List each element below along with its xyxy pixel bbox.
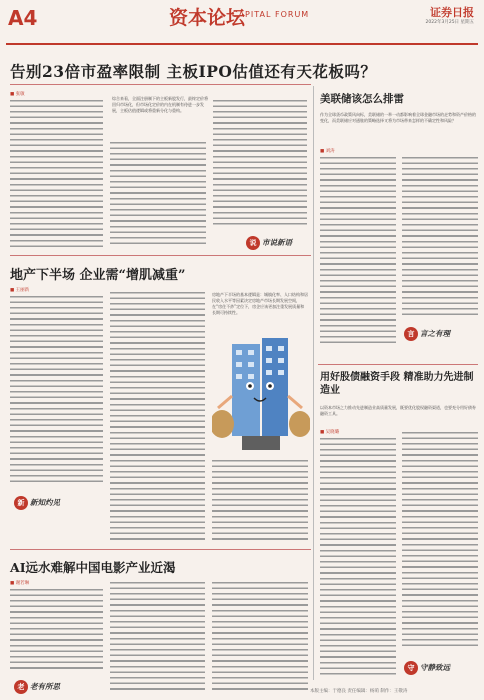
main-pullquote: 综合来看，全面注册制下的主板新股发行，最终定价将回归市场化，但市场化定价的内在机制有待进一步发展，主板估值逻辑或将重新分化与重构。 [112,96,208,113]
column-badge-label: 守静致远 [420,663,450,672]
masthead-rule [6,43,478,45]
building-right [262,338,288,436]
article-text [402,430,478,650]
property-headline: 地产下半场 企业需“增肌减重” [10,268,186,283]
column-divider [313,86,314,680]
article-text [110,580,205,690]
article-text [320,155,396,345]
money-bag-left [212,410,234,438]
column-badge [404,323,450,342]
byline-main: ■ 张敏 [10,92,25,97]
column-badge-label: 市说新语 [262,238,292,247]
page-footer: 本版主编：于德良 责任编辑：杨萌 制作：王敬涛 [310,689,408,694]
column-badge-label: 新知灼见 [30,498,60,507]
byline-credit: ■ 刘涛 [320,149,335,154]
property-pullquote: 房地产下半场的基本逻辑是：城镇化率、人口结构和居民收入水平等因素决定房地产市场长期发展空间，在“房住不炒”定位下，房企应该更加注重发展质量和长期可持续性。 [212,292,308,315]
section-rule [10,549,311,550]
section-title-en: CAPITAL FORUM [232,10,310,19]
article-text [402,155,478,315]
column-badge-label: 言之有理 [420,329,450,338]
column-badge-icon: 说 [246,236,260,250]
section-rule [10,255,311,256]
section-title: 资本论坛 [169,7,246,29]
article-text [10,587,103,672]
page-number: A4 [8,6,38,30]
article-text [213,98,307,226]
building-left [232,344,260,436]
column-badge-icon: 新 [14,496,28,510]
article-text [10,98,103,248]
bond-headline-text: 用好股债融资手段 精准助力先进制造业 [320,372,474,396]
credit-headline: 美联储该怎么排雷 [320,93,404,105]
property-illustration [212,334,310,454]
byline-bond: ■ 吴晓璐 [320,430,340,435]
ai-headline: AI远水难解中国电影产业近渴 [10,560,176,575]
column-badge [404,657,450,676]
main-headline: 告别23倍市盈率限制 主板IPO估值还有天花板吗？ [10,62,377,81]
dateline: 2022年3月25日 星期五 [425,20,474,25]
headline-rule [10,84,311,85]
article-text [10,294,103,484]
byline-property: ■ 王丽新 [10,288,30,293]
credit-pullquote: 作为全球货币政策风向标，美联储的一举一动都影响着全球金融市场的走势和资产价格的变化，而美联储应对通胀的策略选择又将为市场带来怎样的不确定性和风险？ [320,112,476,123]
article-text [110,140,206,248]
column-badge [14,492,60,511]
column-badge [246,232,292,251]
article-text [320,436,396,676]
article-text [212,580,308,690]
bond-headline [320,371,480,397]
column-badge-icon: 老 [14,680,28,694]
column-badge-icon: 守 [404,661,418,675]
section-rule [318,364,478,365]
newspaper-logo: 证券日报 [430,6,474,19]
byline-ai: ■ 谢若琳 [10,581,30,586]
article-text [110,290,205,540]
bond-pullquote: 以资本市场之力推动先进制造业高质量发展，既要优化股权融资渠道，也要充分用好债券融资工具。 [320,405,476,416]
column-badge [14,676,60,695]
masthead [0,0,484,42]
column-badge-label: 老有所思 [30,682,60,691]
column-badge-icon: 言 [404,327,418,341]
article-text [212,458,308,540]
money-bag-right [289,411,310,437]
